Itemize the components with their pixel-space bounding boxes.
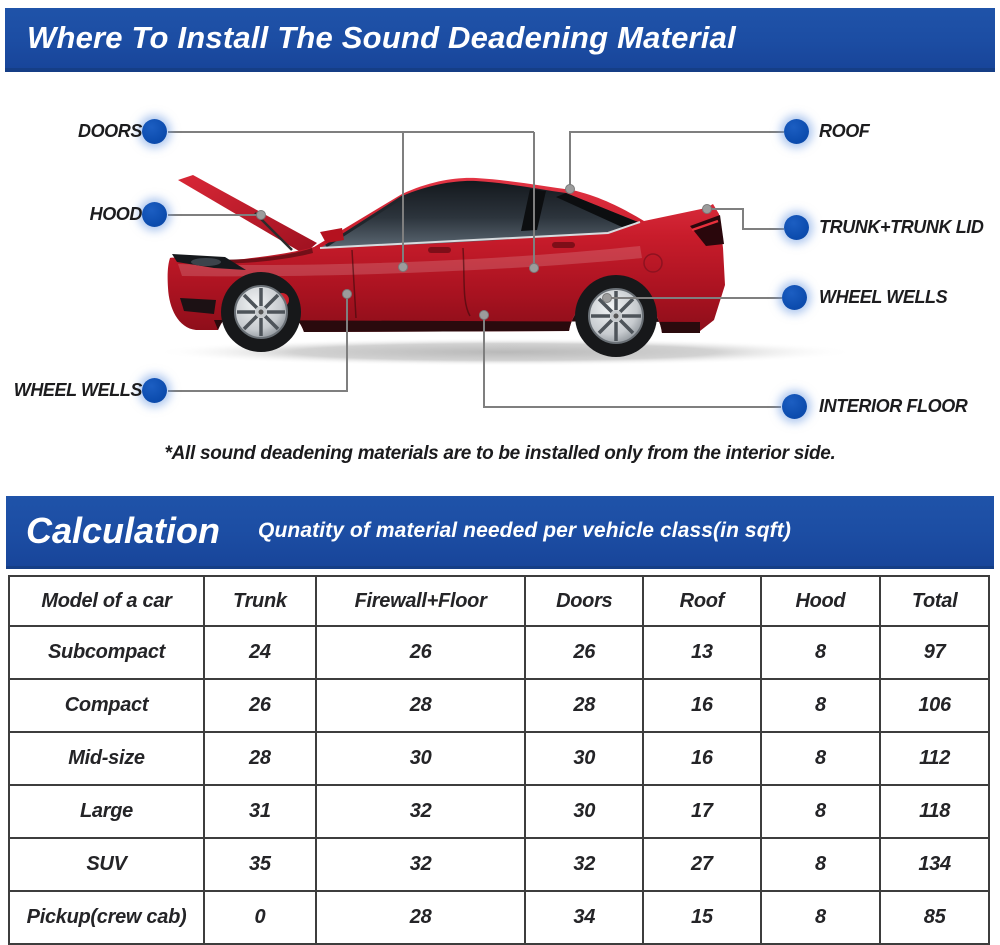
interior-floor-label: INTERIOR FLOOR <box>819 396 968 416</box>
table-header-cell: Model of a car <box>9 576 204 626</box>
table-cell: 35 <box>204 838 316 891</box>
table-row <box>9 626 989 679</box>
wheel-wells-left-label: WHEEL WELLS <box>13 380 142 400</box>
table-cell: 32 <box>316 785 526 838</box>
table-cell: 28 <box>525 679 643 732</box>
table-cell: SUV <box>9 838 204 891</box>
table-cell: 106 <box>880 679 989 732</box>
table-cell: 8 <box>761 838 881 891</box>
table-cell: 8 <box>761 626 881 679</box>
table-cell: 0 <box>204 891 316 944</box>
table-cell: 8 <box>761 679 881 732</box>
trunk-label: TRUNK+TRUNK LID <box>819 217 984 237</box>
table-cell: 8 <box>761 732 881 785</box>
calculation-subtitle: Qunatity of material needed per vehicle class(in sqft) <box>258 519 791 542</box>
table-cell: 15 <box>643 891 761 944</box>
table-row <box>9 838 989 891</box>
table-cell: 13 <box>643 626 761 679</box>
table-header-cell: Hood <box>761 576 881 626</box>
header-banner <box>5 8 995 72</box>
table-header-cell: Doors <box>525 576 643 626</box>
trunk-marker <box>784 215 809 240</box>
interior-floor-marker <box>782 394 807 419</box>
calculation-title: Calculation <box>26 510 221 551</box>
roof-marker <box>784 119 809 144</box>
table-header-cell: Trunk <box>204 576 316 626</box>
table-cell: 118 <box>880 785 989 838</box>
table-cell: 32 <box>316 838 526 891</box>
table-cell: 28 <box>316 891 526 944</box>
leader-lines <box>168 132 784 407</box>
wheel-wells-right-marker <box>782 285 807 310</box>
table-cell: Pickup(crew cab) <box>9 891 204 944</box>
table-header-cell: Total <box>880 576 989 626</box>
wheel-wells-left-marker <box>142 378 167 403</box>
table-cell: 97 <box>880 626 989 679</box>
table-row <box>9 785 989 838</box>
table-cell: 8 <box>761 785 881 838</box>
table-row <box>9 679 989 732</box>
calculation-banner <box>6 496 994 569</box>
table-cell: 31 <box>204 785 316 838</box>
table-cell: 112 <box>880 732 989 785</box>
table-cell: Compact <box>9 679 204 732</box>
table-cell: 26 <box>525 626 643 679</box>
table-cell: 27 <box>643 838 761 891</box>
table-cell: 24 <box>204 626 316 679</box>
doors-marker <box>142 119 167 144</box>
leader-dots <box>257 185 712 320</box>
table-cell: 16 <box>643 679 761 732</box>
table-cell: 134 <box>880 838 989 891</box>
table-row <box>9 732 989 785</box>
table-cell: 8 <box>761 891 881 944</box>
page-title: Where To Install The Sound Deadening Material <box>27 20 736 55</box>
doors-label: DOORS <box>77 121 142 141</box>
hood-label: HOOD <box>89 204 142 224</box>
table-header-cell: Firewall+Floor <box>316 576 526 626</box>
table-cell: 30 <box>316 732 526 785</box>
table-cell: 30 <box>525 785 643 838</box>
table-header-row <box>9 576 989 626</box>
table-cell: 30 <box>525 732 643 785</box>
installation-note: *All sound deadening materials are to be installed only from the interior side. <box>164 443 836 464</box>
table-cell: Large <box>9 785 204 838</box>
roof-label: ROOF <box>819 121 870 141</box>
table-cell: 16 <box>643 732 761 785</box>
table-cell: Subcompact <box>9 626 204 679</box>
front-wheel <box>221 272 301 352</box>
table-cell: 32 <box>525 838 643 891</box>
table-cell: 28 <box>204 732 316 785</box>
table-header-cell: Roof <box>643 576 761 626</box>
material-quantity-table <box>8 575 990 945</box>
rear-wheel <box>575 275 657 357</box>
table-cell: 26 <box>316 626 526 679</box>
hood-marker <box>142 202 167 227</box>
table-cell: 34 <box>525 891 643 944</box>
table-cell: 26 <box>204 679 316 732</box>
table-cell: Mid-size <box>9 732 204 785</box>
wheel-wells-right-label: WHEEL WELLS <box>819 287 948 307</box>
table-cell: 17 <box>643 785 761 838</box>
table-cell: 85 <box>880 891 989 944</box>
table-row <box>9 891 989 944</box>
table-cell: 28 <box>316 679 526 732</box>
